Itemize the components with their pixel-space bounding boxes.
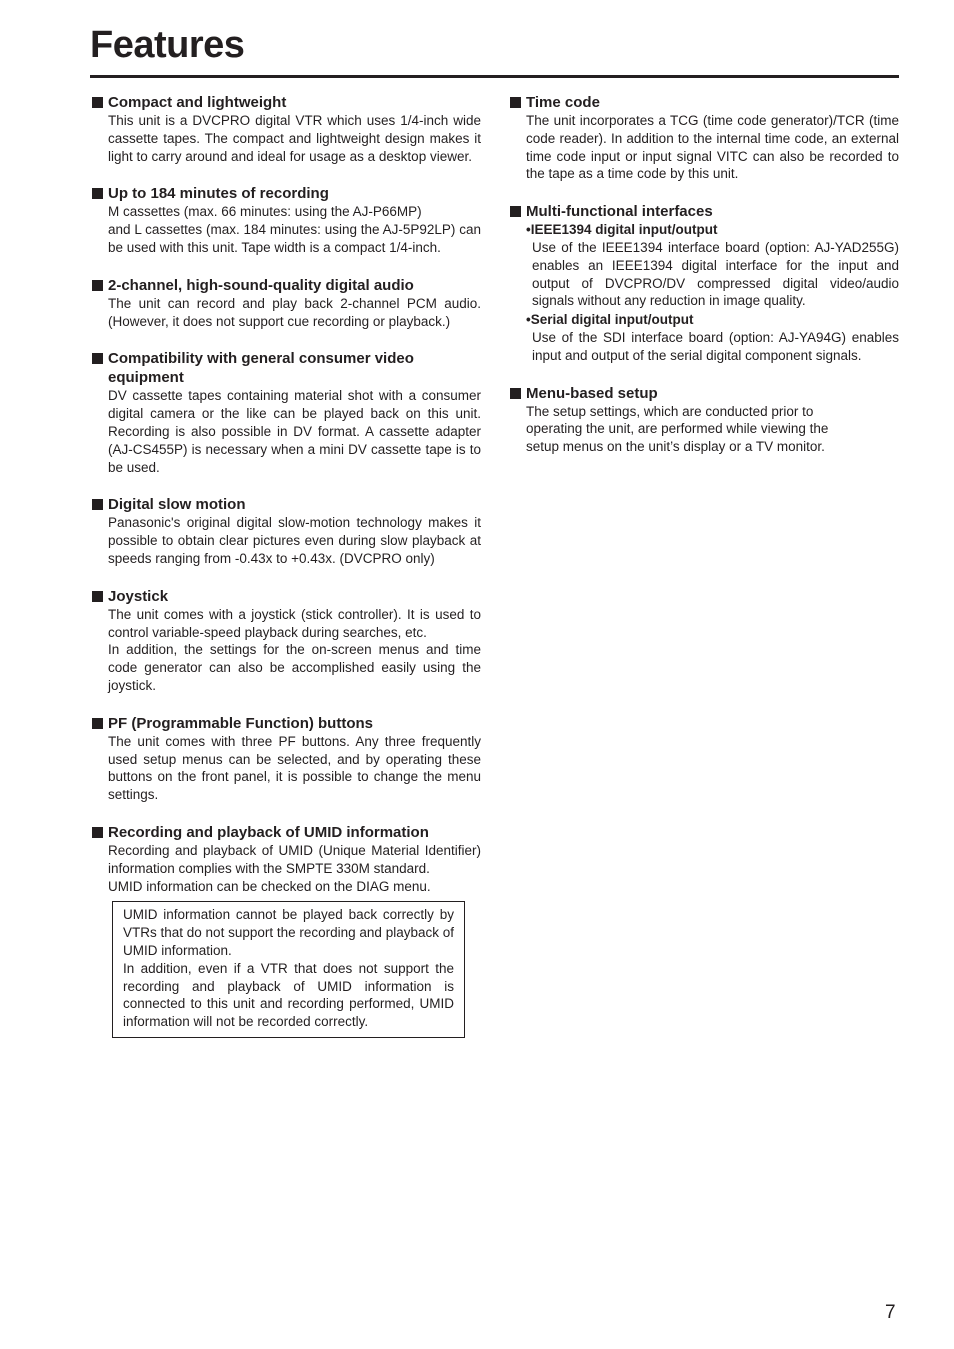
section-heading: Joystick xyxy=(90,587,481,606)
section-joystick xyxy=(90,587,481,695)
section-body: This unit is a DVCPRO digital VTR which uses 1/4-inch wide cassette tapes. The compact and lightweight design makes it light to carry around and ideal for usage as a desktop viewer. xyxy=(108,113,481,164)
square-bullet-icon xyxy=(92,499,103,510)
square-bullet-icon xyxy=(92,591,103,602)
section-heading: PF (Programmable Function) buttons xyxy=(90,714,481,733)
square-bullet-icon xyxy=(92,827,103,838)
section-body: Panasonic's original digital slow-motion technology makes it possible to obtain clear pictures even during slow playback at speeds ranging from -0.43x to +0.43x. (DVCPRO only) xyxy=(108,515,481,566)
section-interfaces xyxy=(508,202,899,364)
section-heading: Up to 184 minutes of recording xyxy=(90,184,481,203)
square-bullet-icon xyxy=(510,206,521,217)
square-bullet-icon xyxy=(92,188,103,199)
section-umid xyxy=(90,823,481,1038)
page-number: 7 xyxy=(885,1302,896,1323)
section-body: The unit comes with three PF buttons. Any three frequently used setup menus can be selected, and by operating these buttons on the front panel, it is possible to change the menu settings. xyxy=(108,733,481,803)
section-heading: Recording and playback of UMID information xyxy=(90,823,481,842)
section-heading: Digital slow motion xyxy=(90,495,481,514)
umid-note-box: UMID information cannot be played back correctly by VTRs that do not support the recording and playback of UMID information. In addition, even if a VTR that does not support the recording and playback of UMID information is connected to this unit and recording performed, UMID information will not be recorded correctly. xyxy=(112,901,465,1038)
section-heading: Multi-functional interfaces xyxy=(508,202,899,221)
page-title: Features xyxy=(90,24,245,66)
section-pf-buttons xyxy=(90,714,481,804)
square-bullet-icon xyxy=(92,353,103,364)
square-bullet-icon xyxy=(510,388,521,399)
section-heading: Compatibility with general consumer video equipment xyxy=(90,349,481,387)
section-menu-setup xyxy=(508,384,899,456)
section-body: The unit comes with a joystick (stick controller). It is used to control variable-speed playback during searches, etc. In addition, the settings for the on-screen menus and time code generator can also be accomplished easily using the joystick. xyxy=(108,606,481,693)
section-body: Recording and playback of UMID (Unique Material Identifier) information complies with the SMPTE 330M standard. UMID information can be checked on the DIAG menu. xyxy=(108,842,481,894)
section-compact xyxy=(90,93,481,165)
square-bullet-icon xyxy=(92,97,103,108)
section-time-code xyxy=(508,93,899,183)
section-body: M cassettes (max. 66 minutes: using the AJ-P66MP) and L cassettes (max. 184 minutes: using the AJ-5P92LP) can be used with this unit. Tape width is a compact 1/4-inch. xyxy=(108,204,481,255)
section-body: The setup settings, which are conducted prior to operating the unit, are performed while viewing the setup menus on the unit’s display or a TV monitor. xyxy=(526,403,829,455)
section-heading: Time code xyxy=(508,93,899,112)
square-bullet-icon xyxy=(510,97,521,108)
square-bullet-icon xyxy=(92,280,103,291)
section-heading: Compact and lightweight xyxy=(90,93,481,112)
section-body: DV cassette tapes containing material shot with a consumer digital camera or the like can be played back on this unit. Recording is also possible in DV format. A cassette adapter (AJ-CS455P) is necessary when a mini DV cassette tape is to be used. xyxy=(108,388,481,475)
section-heading: Menu-based setup xyxy=(508,384,899,403)
title-rule xyxy=(90,75,899,78)
left-column xyxy=(90,93,481,1057)
section-slow-motion xyxy=(90,495,481,567)
right-column xyxy=(508,93,899,475)
subbody-sdi: Use of the SDI interface board (option: AJ-YA94G) enables input and output of the serial digital component signals. xyxy=(532,329,899,363)
section-recording-time xyxy=(90,184,481,256)
section-heading: 2-channel, high-sound-quality digital audio xyxy=(90,276,481,295)
subheading-ieee1394: •IEEE1394 digital input/output xyxy=(526,222,718,238)
section-compatibility xyxy=(90,349,481,476)
subheading-sdi: •Serial digital input/output xyxy=(526,312,694,328)
section-body: The unit incorporates a TCG (time code generator)/TCR (time code reader). In addition to the internal time code, an external time code input or input signal VITC can also be recorded to the tape as a time code by this unit. xyxy=(526,113,899,182)
subbody-ieee1394: Use of the IEEE1394 interface board (option: AJ-YAD255G) enables an IEEE1394 digital interface for the input and output of DVCPRO/DV compressed digital video/audio signals without any reduction in image quality. xyxy=(532,239,899,309)
section-audio xyxy=(90,276,481,331)
section-body: The unit can record and play back 2-channel PCM audio. (However, it does not support cue recording or playback.) xyxy=(108,295,481,329)
square-bullet-icon xyxy=(92,718,103,729)
